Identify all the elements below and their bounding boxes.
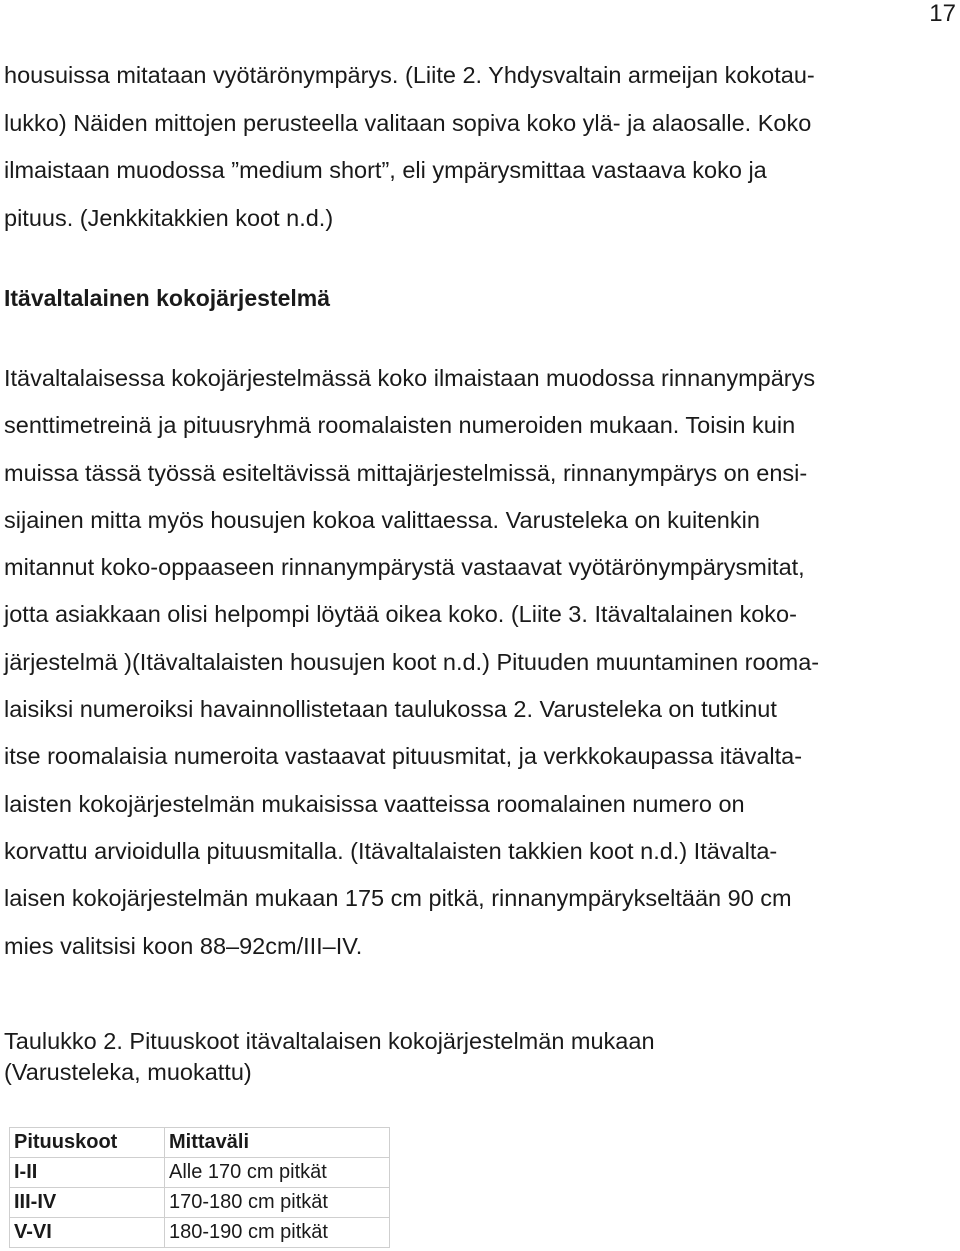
text-line: senttimetreinä ja pituusryhmä roomalaisten numeroiden mukaan. Toisin kuin bbox=[4, 412, 796, 439]
text-line: lukko) Näiden mittojen perusteella valitaan sopiva koko ylä- ja alaosalle. Koko bbox=[4, 109, 812, 136]
caption-line: (Varusteleka, muokattu) bbox=[4, 1059, 252, 1085]
table-cell-size: I-II bbox=[10, 1158, 165, 1188]
table-header-row bbox=[10, 1128, 390, 1158]
section-heading: Itävaltalainen kokojärjestelmä bbox=[4, 285, 330, 311]
text-line: korvattu arvioidulla pituusmitalla. (Itävaltalaisten takkien koot n.d.) Itävalta- bbox=[4, 837, 778, 864]
table-caption bbox=[4, 1026, 655, 1088]
text-line: muissa tässä työssä esiteltävissä mittajärjestelmissä, rinnanympärys on ensi- bbox=[4, 459, 808, 486]
caption-line: Taulukko 2. Pituuskoot itävaltalaisen kokojärjestelmän mukaan bbox=[4, 1028, 655, 1054]
text-line: ilmaistaan muodossa ”medium short”, eli ympärysmittaa vastaava koko ja bbox=[4, 157, 767, 183]
text-line: laisen kokojärjestelmän mukaan 175 cm pitkä, rinnanympärykseltään 90 cm bbox=[4, 885, 792, 912]
text-line: laisten kokojärjestelmän mukaisissa vaatteissa roomalainen numero on bbox=[4, 790, 745, 817]
page-number: 17 bbox=[929, 0, 956, 27]
table-cell-range: 170-180 cm pitkät bbox=[165, 1188, 390, 1218]
table-row bbox=[10, 1188, 390, 1218]
text-line: sijainen mitta myös housujen kokoa valittaessa. Varusteleka on kuitenkin bbox=[4, 506, 760, 533]
text-line: mitannut koko-oppaaseen rinnanympärystä vastaavat vyötärönympärysmitat, bbox=[4, 554, 805, 581]
table-cell-size: V-VI bbox=[10, 1218, 165, 1248]
table-cell-range: Alle 170 cm pitkät bbox=[165, 1158, 390, 1188]
text-line: jotta asiakkaan olisi helpompi löytää oikea koko. (Liite 3. Itävaltalainen koko- bbox=[4, 601, 797, 628]
text-line: housuissa mitataan vyötärönympärys. (Liite 2. Yhdysvaltain armeijan kokotau- bbox=[4, 62, 815, 88]
table-row bbox=[10, 1218, 390, 1248]
text-line: mies valitsisi koon 88–92cm/III–IV. bbox=[4, 932, 363, 959]
text-line: Itävaltalaisessa kokojärjestelmässä koko ilmaistaan muodossa rinnanympärys bbox=[4, 365, 816, 391]
table-cell-range: 180-190 cm pitkät bbox=[165, 1218, 390, 1248]
height-size-table bbox=[9, 1127, 390, 1248]
text-line: järjestelmä )(Itävaltalaisten housujen koot n.d.) Pituuden muuntaminen rooma- bbox=[4, 648, 820, 675]
paragraph-austrian-system bbox=[4, 355, 954, 970]
paragraph-intro bbox=[4, 52, 954, 242]
text-line: pituus. (Jenkkitakkien koot n.d.) bbox=[4, 204, 334, 231]
table-row bbox=[10, 1158, 390, 1188]
column-header-range: Mittaväli bbox=[165, 1128, 390, 1158]
text-line: itse roomalaisia numeroita vastaavat pituusmitat, ja verkkokaupassa itävalta- bbox=[4, 743, 803, 770]
column-header-height-size: Pituuskoot bbox=[10, 1128, 165, 1158]
table-cell-size: III-IV bbox=[10, 1188, 165, 1218]
text-line: laisiksi numeroiksi havainnollistetaan taulukossa 2. Varusteleka on tutkinut bbox=[4, 696, 777, 723]
